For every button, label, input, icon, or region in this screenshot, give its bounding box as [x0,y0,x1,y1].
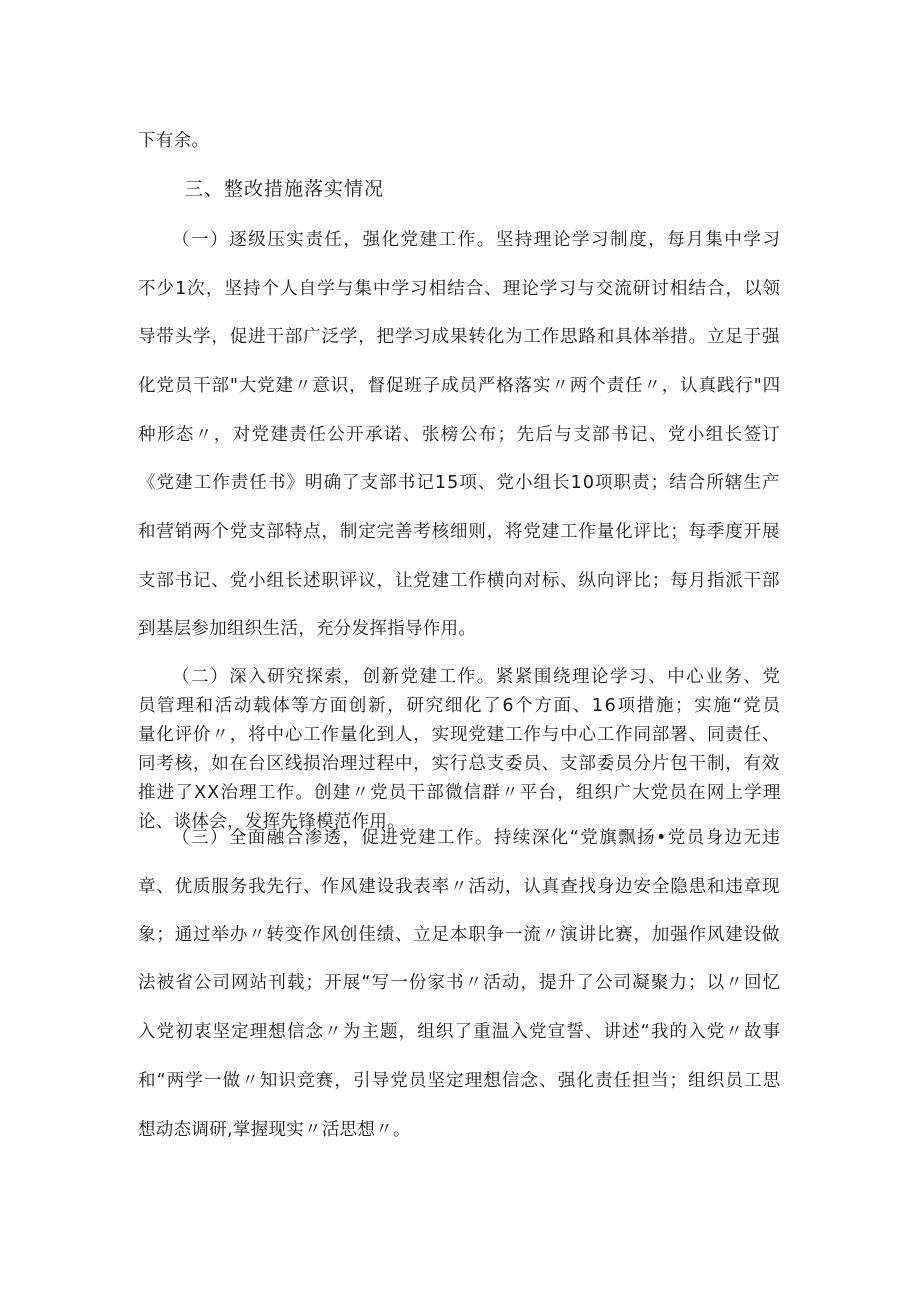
paragraph-line: 员管理和活动载体等方面创新，研究细化了6个方面、16项措施；实施“党员 [138,696,782,716]
paragraph-line: （三）全面融合渗透，促进党建工作。持续深化“党旗飘扬•党员身边无违 [172,828,782,848]
paragraph-line: 同考核，如在台区线损治理过程中，实行总支委员、支部委员分片包干制，有效 [138,754,781,774]
paragraph-line: 和“两学一做〃知识竞赛，引导党员坚定理想信念、强化责任担当；组织员工思 [138,1071,782,1091]
paragraph-line: 法被省公司网站刊载；开展“写一份家书〃活动，提升了公司凝聚力；以〃回忆 [138,973,782,993]
paragraph-line: 支部书记、党小组长述职评议，让党建工作横向对标、纵向评比；每月指派干部 [138,571,781,591]
paragraph-line: 想动态调研,掌握现实〃活思想〃。 [138,1120,411,1140]
paragraph-line: 不少1次，坚持个人自学与集中学习相结合、理论学习与交流研讨相结合，以领 [138,279,782,299]
paragraph-line: 量化评价〃，将中心工作量化到人，实现党建工作与中心工作同部署、同责任、 [138,725,781,745]
paragraph-line: 到基层参加组织生活，充分发挥指导作用。 [138,619,477,639]
paragraph-line: （二）深入研究探索，创新党建工作。紧紧围绕理论学习、中心业务、党 [172,667,782,687]
paragraph-line: 论、谈体会，发挥先锋模范作用。 [138,812,405,832]
paragraph-line: 和营销两个党支部特点，制定完善考核细则，将党建工作量化评比；每季度开展 [138,522,781,542]
paragraph-line: 化党员干部"大党建〃意识，督促班子成员严格落实〃两个责任〃，认真践行"四 [138,376,781,396]
paragraph-line: 《党建工作责任书》明确了支部书记15项、党小组长10项职责；结合所辖生产 [138,473,781,493]
paragraph-line: 导带头学，促进干部广泛学，把学习成果转化为工作思路和具体举措。立足于强 [138,327,781,347]
paragraph-line: 象；通过举办〃转变作风创佳绩、立足本职争一流〃演讲比赛，加强作风建设做 [138,925,781,945]
paragraph-line: （一）逐级压实责任，强化党建工作。坚持理论学习制度，每月集中学习 [172,230,782,250]
section-heading: 三、整改措施落实情况 [184,178,385,200]
paragraph-line: 种形态〃，对党建责任公开承诺、张榜公布；先后与支部书记、党小组长签订 [138,425,782,445]
leading-text: 下有余。 [138,131,210,151]
paragraph-line: 入党初衷坚定理想信念〃为主题，组织了重温入党宣誓、讲述“我的入党〃故事 [138,1022,782,1042]
paragraph-line: 章、优质服务我先行、作风建设我表率〃活动，认真查找身边安全隐患和违章现 [138,877,781,897]
paragraph-line: 推进了XX治理工作。创建〃党员干部微信群〃平台，组织广大党员在网上学理 [138,783,782,803]
